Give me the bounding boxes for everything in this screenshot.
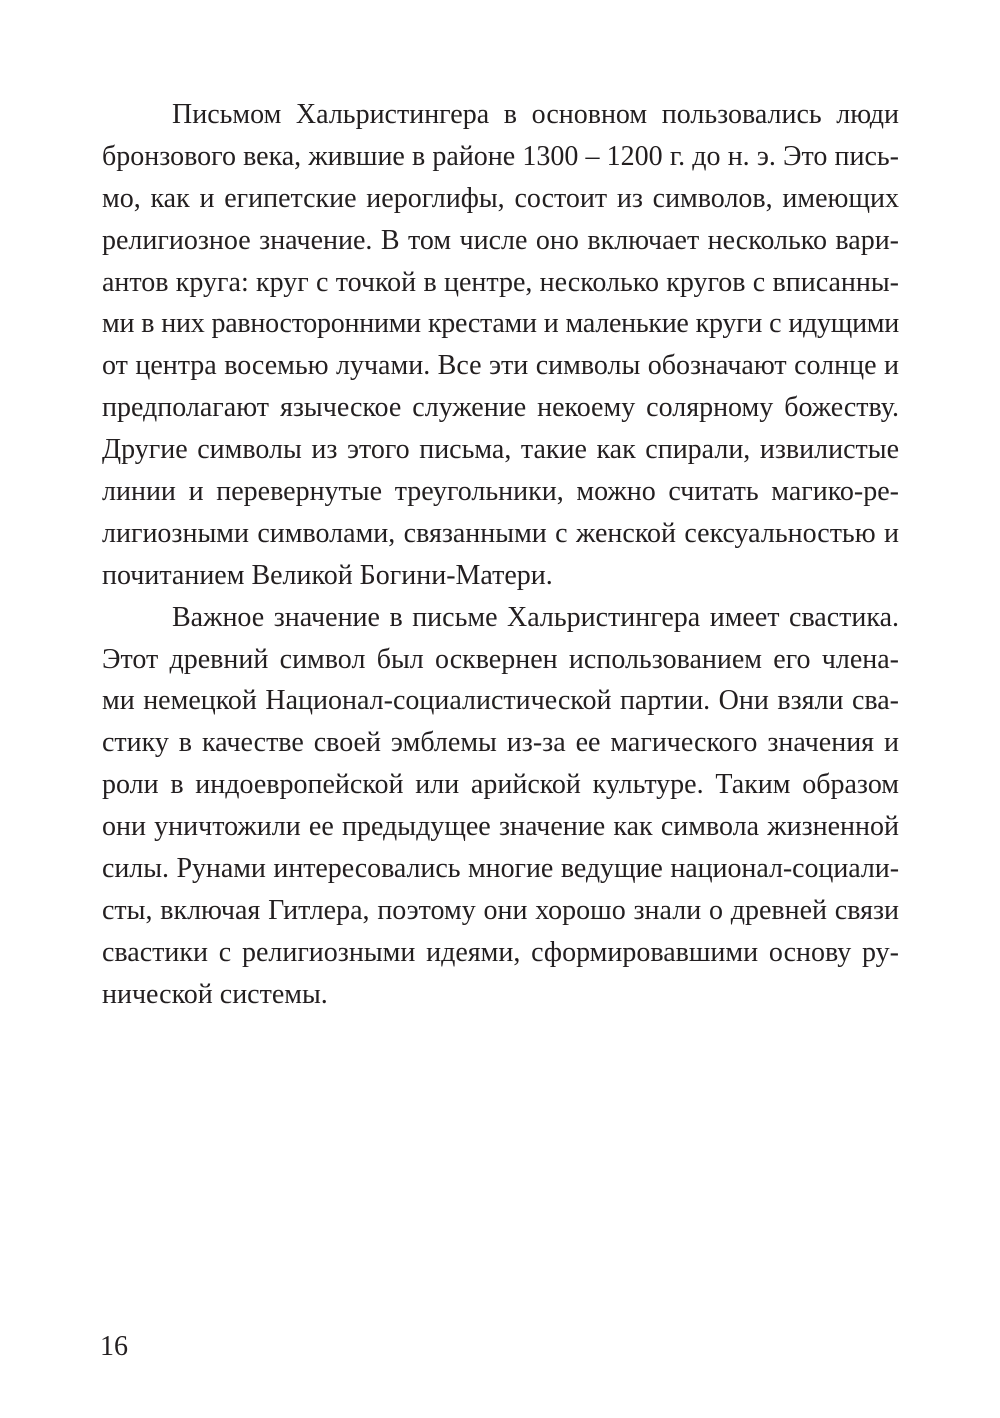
text-line: они уничтожили ее предыдущее значение как символа жизненной	[102, 811, 899, 843]
text-line: лигиозными символами, связанными с женской сексуальностью и	[102, 517, 899, 549]
page-number: 16	[100, 1331, 128, 1362]
text-line: линии и перевернутые треугольники, можно считать магико-ре-	[102, 476, 899, 508]
text-line: свастики с религиозными идеями, сформировавшими основу ру-	[102, 936, 899, 968]
text-line: мо, как и египетские иероглифы, состоит из символов, имеющих	[102, 182, 899, 214]
text-line: бронзового века, жившие в районе 1300 – 1200 г. до н. э. Это пись-	[102, 140, 899, 172]
text-line: предполагают языческое служение некоему солярному божеству.	[102, 392, 899, 424]
text-line: антов круга: круг с точкой в центре, несколько кругов с вписанны-	[102, 266, 899, 298]
body-text	[102, 94, 899, 1016]
text-line: силы. Рунами интересовались многие ведущие национал-социали-	[102, 853, 899, 885]
text-line: роли в индоевропейской или арийской культуре. Таким образом	[102, 769, 899, 801]
text-line: религиозное значение. В том числе оно включает несколько вари-	[102, 224, 899, 256]
text-line: стику в качестве своей эмблемы из-за ее магического значения и	[102, 727, 899, 759]
text-line: Этот древний символ был осквернен использованием его члена-	[102, 643, 899, 675]
text-line: Важное значение в письме Хальристингера имеет свастика.	[172, 601, 899, 633]
text-line: от центра восемью лучами. Все эти символы обозначают солнце и	[102, 350, 899, 382]
text-line: ми немецкой Национал-социалистической партии. Они взяли сва-	[102, 685, 899, 717]
paragraph-1	[102, 94, 899, 597]
text-line: почитанием Великой Богини-Матери.	[102, 559, 553, 591]
text-line: сты, включая Гитлера, поэтому они хорошо знали о древней связи	[102, 894, 899, 926]
text-line: нической системы.	[102, 978, 328, 1010]
text-line: Письмом Хальристингера в основном пользовались люди	[172, 99, 899, 130]
text-line: ми в них равносторонними крестами и маленькие круги с идущими	[102, 308, 899, 340]
text-line: Другие символы из этого письма, такие как спирали, извилистые	[102, 434, 899, 466]
paragraph-2	[102, 597, 899, 1016]
